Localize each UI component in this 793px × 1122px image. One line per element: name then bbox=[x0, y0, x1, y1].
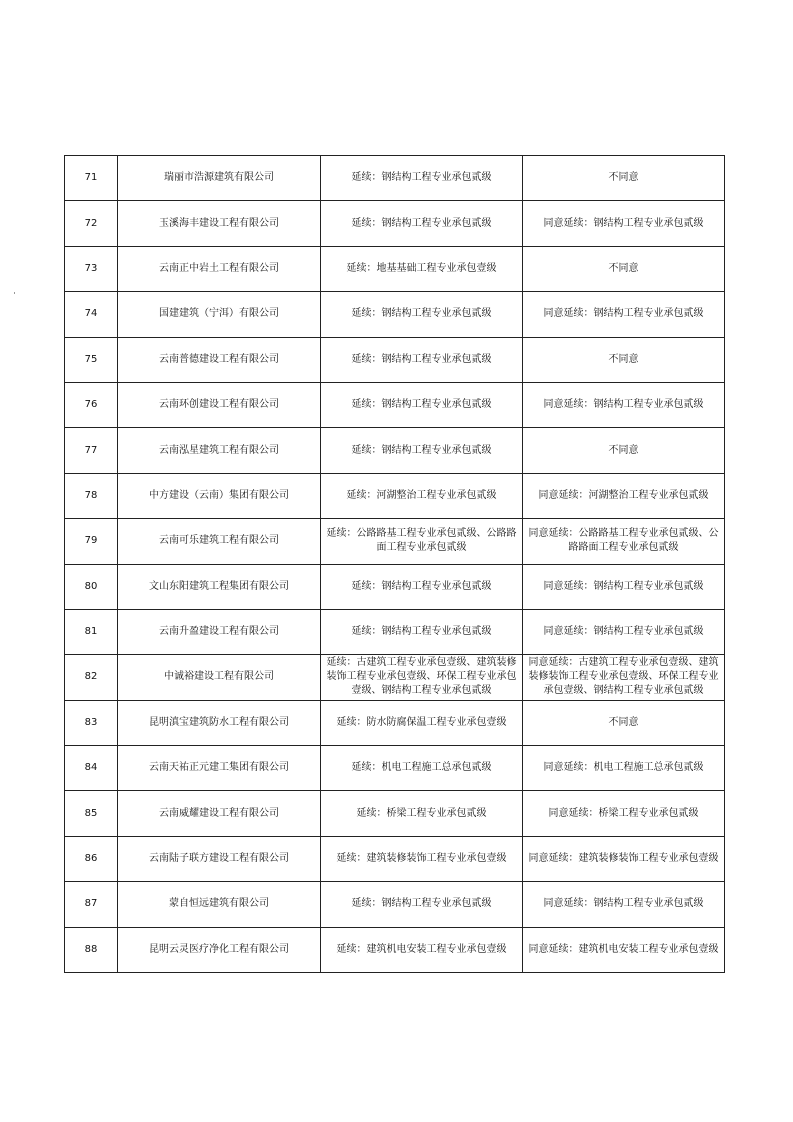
application-item: 延续：古建筑工程专业承包壹级、建筑装修装饰工程专业承包壹级、环保工程专业承包壹级、钢结构工程专业承包贰级 bbox=[321, 655, 523, 700]
company-name: 玉溪海丰建设工程有限公司 bbox=[118, 201, 321, 246]
table-row bbox=[65, 700, 725, 745]
company-name: 云南天祐正元建工集团有限公司 bbox=[118, 746, 321, 791]
scan-speck bbox=[14, 292, 15, 294]
application-item: 延续：钢结构工程专业承包贰级 bbox=[321, 382, 523, 427]
row-number: 80 bbox=[65, 564, 118, 609]
row-number: 86 bbox=[65, 836, 118, 881]
table-row bbox=[65, 156, 725, 201]
row-number: 81 bbox=[65, 609, 118, 654]
company-name: 中方建设（云南）集团有限公司 bbox=[118, 473, 321, 518]
application-item: 延续：钢结构工程专业承包贰级 bbox=[321, 882, 523, 927]
row-number: 71 bbox=[65, 156, 118, 201]
table-body bbox=[65, 156, 725, 973]
table-row bbox=[65, 337, 725, 382]
review-result: 同意延续：钢结构工程专业承包贰级 bbox=[523, 564, 725, 609]
application-item: 延续：建筑机电安装工程专业承包壹级 bbox=[321, 927, 523, 972]
row-number: 84 bbox=[65, 746, 118, 791]
application-item: 延续：建筑装修装饰工程专业承包壹级 bbox=[321, 836, 523, 881]
row-number: 79 bbox=[65, 519, 118, 564]
application-item: 延续：钢结构工程专业承包贰级 bbox=[321, 564, 523, 609]
review-result: 同意延续：钢结构工程专业承包贰级 bbox=[523, 292, 725, 337]
table-row bbox=[65, 927, 725, 972]
review-result: 同意延续：建筑机电安装工程专业承包壹级 bbox=[523, 927, 725, 972]
table-row bbox=[65, 246, 725, 291]
row-number: 78 bbox=[65, 473, 118, 518]
row-number: 75 bbox=[65, 337, 118, 382]
company-name: 文山东阳建筑工程集团有限公司 bbox=[118, 564, 321, 609]
company-name: 云南正中岩土工程有限公司 bbox=[118, 246, 321, 291]
company-name: 瑞丽市浩源建筑有限公司 bbox=[118, 156, 321, 201]
row-number: 85 bbox=[65, 791, 118, 836]
review-result: 不同意 bbox=[523, 246, 725, 291]
company-name: 云南可乐建筑工程有限公司 bbox=[118, 519, 321, 564]
table-row bbox=[65, 428, 725, 473]
review-result: 同意延续：机电工程施工总承包贰级 bbox=[523, 746, 725, 791]
table-row bbox=[65, 882, 725, 927]
table-row bbox=[65, 473, 725, 518]
review-result: 同意延续：河湖整治工程专业承包贰级 bbox=[523, 473, 725, 518]
table-row bbox=[65, 836, 725, 881]
table-row bbox=[65, 519, 725, 564]
table-row bbox=[65, 746, 725, 791]
application-item: 延续：钢结构工程专业承包贰级 bbox=[321, 292, 523, 337]
qualification-table bbox=[64, 155, 725, 973]
review-result: 同意延续：建筑装修装饰工程专业承包壹级 bbox=[523, 836, 725, 881]
company-name: 云南泓星建筑工程有限公司 bbox=[118, 428, 321, 473]
review-result: 同意延续：公路路基工程专业承包贰级、公路路面工程专业承包贰级 bbox=[523, 519, 725, 564]
application-item: 延续：防水防腐保温工程专业承包壹级 bbox=[321, 700, 523, 745]
review-result: 不同意 bbox=[523, 337, 725, 382]
company-name: 云南升盈建设工程有限公司 bbox=[118, 609, 321, 654]
review-result: 同意延续：钢结构工程专业承包贰级 bbox=[523, 382, 725, 427]
review-result: 同意延续：桥梁工程专业承包贰级 bbox=[523, 791, 725, 836]
row-number: 87 bbox=[65, 882, 118, 927]
review-result: 不同意 bbox=[523, 700, 725, 745]
application-item: 延续：钢结构工程专业承包贰级 bbox=[321, 156, 523, 201]
review-result: 不同意 bbox=[523, 156, 725, 201]
application-item: 延续：公路路基工程专业承包贰级、公路路面工程专业承包贰级 bbox=[321, 519, 523, 564]
review-result: 不同意 bbox=[523, 428, 725, 473]
review-result: 同意延续：钢结构工程专业承包贰级 bbox=[523, 201, 725, 246]
application-item: 延续：钢结构工程专业承包贰级 bbox=[321, 337, 523, 382]
company-name: 国建建筑（宁洱）有限公司 bbox=[118, 292, 321, 337]
company-name: 云南环创建设工程有限公司 bbox=[118, 382, 321, 427]
table-row bbox=[65, 382, 725, 427]
row-number: 73 bbox=[65, 246, 118, 291]
table-row bbox=[65, 201, 725, 246]
company-name: 中诚裕建设工程有限公司 bbox=[118, 655, 321, 700]
table-row bbox=[65, 609, 725, 654]
row-number: 72 bbox=[65, 201, 118, 246]
company-name: 云南陆子联方建设工程有限公司 bbox=[118, 836, 321, 881]
application-item: 延续：河湖整治工程专业承包贰级 bbox=[321, 473, 523, 518]
company-name: 云南普德建设工程有限公司 bbox=[118, 337, 321, 382]
application-item: 延续：地基基础工程专业承包壹级 bbox=[321, 246, 523, 291]
table-row bbox=[65, 655, 725, 700]
table-row bbox=[65, 564, 725, 609]
review-result: 同意延续：古建筑工程专业承包壹级、建筑装修装饰工程专业承包壹级、环保工程专业承包壹级、钢结构工程专业承包贰级 bbox=[523, 655, 725, 700]
row-number: 83 bbox=[65, 700, 118, 745]
application-item: 延续：钢结构工程专业承包贰级 bbox=[321, 609, 523, 654]
row-number: 82 bbox=[65, 655, 118, 700]
row-number: 76 bbox=[65, 382, 118, 427]
row-number: 77 bbox=[65, 428, 118, 473]
company-name: 昆明滇宝建筑防水工程有限公司 bbox=[118, 700, 321, 745]
table-row bbox=[65, 292, 725, 337]
application-item: 延续：机电工程施工总承包贰级 bbox=[321, 746, 523, 791]
application-item: 延续：钢结构工程专业承包贰级 bbox=[321, 201, 523, 246]
application-item: 延续：桥梁工程专业承包贰级 bbox=[321, 791, 523, 836]
company-name: 云南威耀建设工程有限公司 bbox=[118, 791, 321, 836]
row-number: 88 bbox=[65, 927, 118, 972]
application-item: 延续：钢结构工程专业承包贰级 bbox=[321, 428, 523, 473]
review-result: 同意延续：钢结构工程专业承包贰级 bbox=[523, 609, 725, 654]
row-number: 74 bbox=[65, 292, 118, 337]
review-result: 同意延续：钢结构工程专业承包贰级 bbox=[523, 882, 725, 927]
table-row bbox=[65, 791, 725, 836]
company-name: 蒙自恒远建筑有限公司 bbox=[118, 882, 321, 927]
company-name: 昆明云灵医疗净化工程有限公司 bbox=[118, 927, 321, 972]
